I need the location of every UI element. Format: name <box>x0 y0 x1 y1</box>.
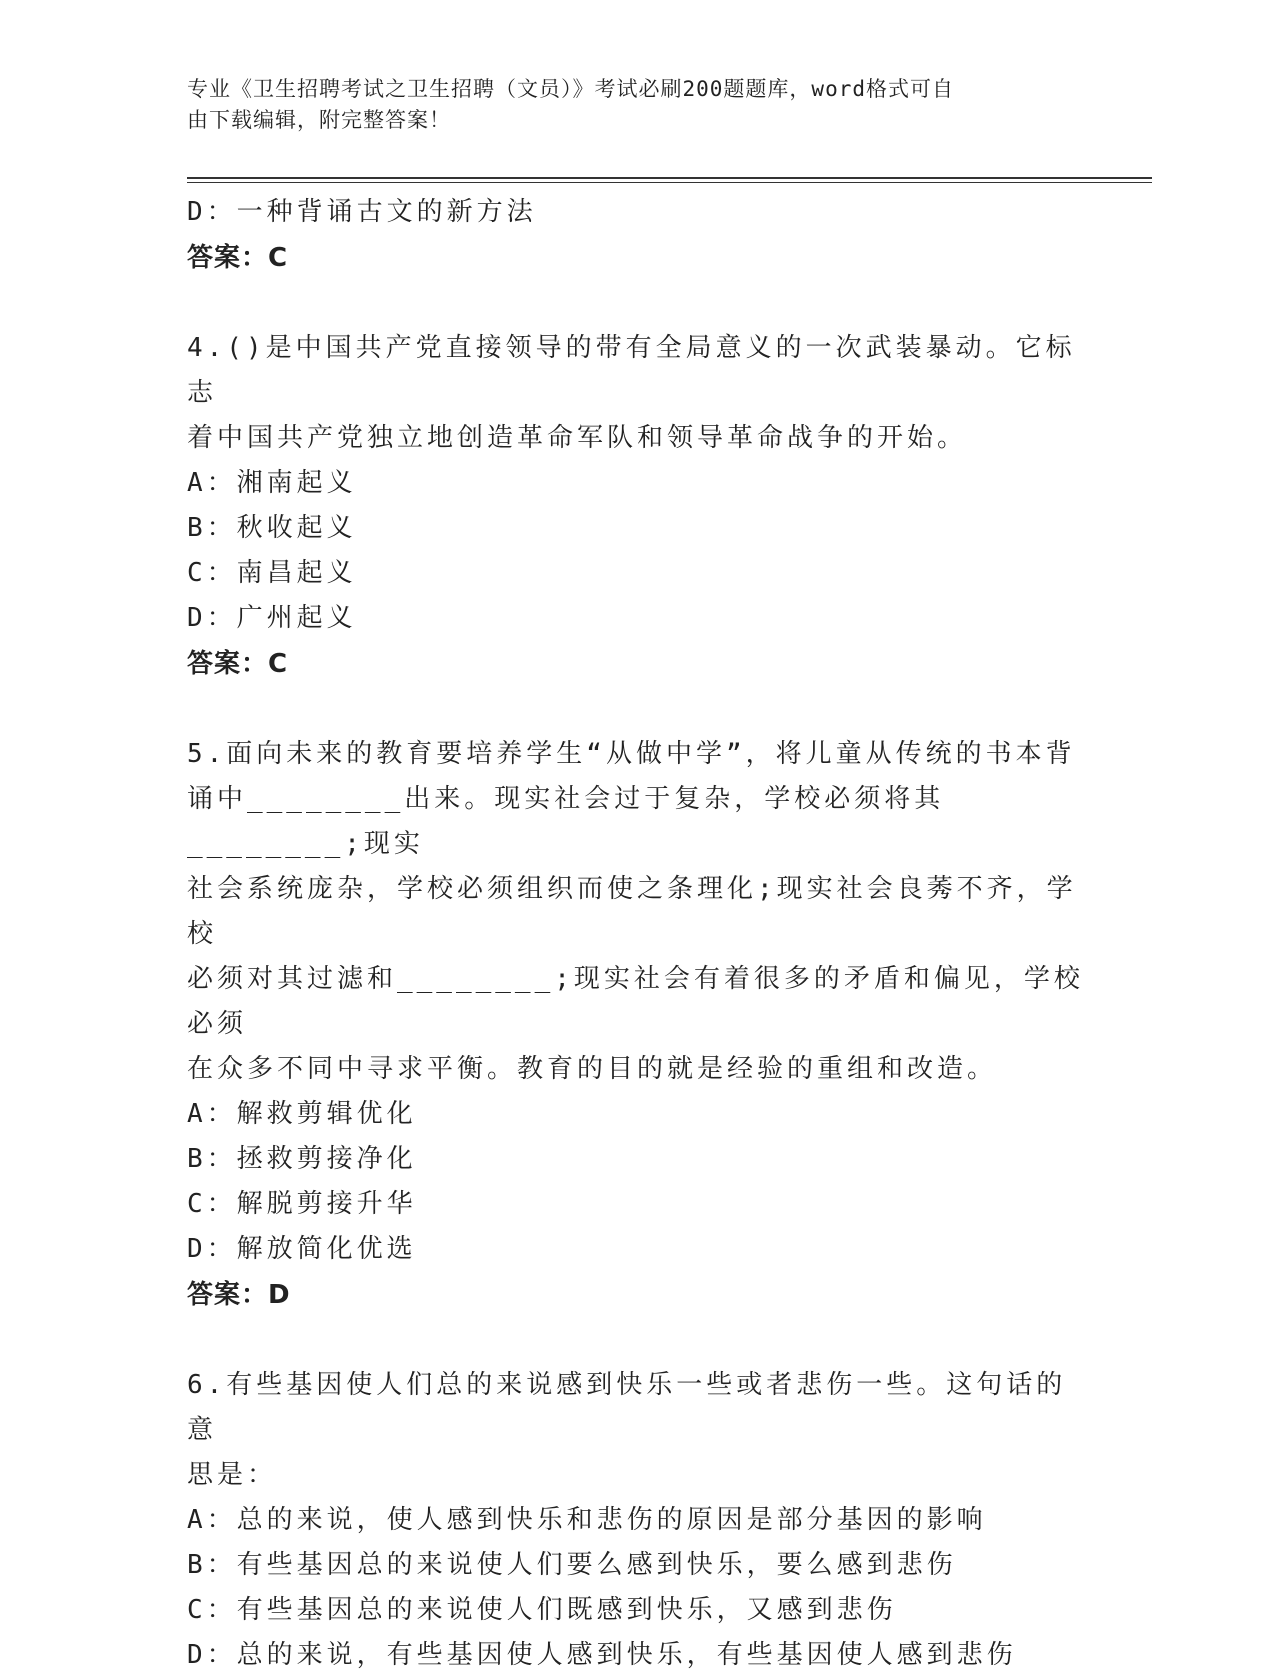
q5-stem-line-5: 在众多不同中寻求平衡。教育的目的就是经验的重组和改造。 <box>187 1054 998 1084</box>
question-6 <box>187 1363 1087 1678</box>
question-4 <box>187 326 1087 687</box>
q5-option-b: B：拯救剪接净化 <box>187 1144 417 1174</box>
q3-option-d: D：一种背诵古文的新方法 <box>187 197 537 227</box>
q6-stem-line-2: 思是： <box>187 1460 278 1490</box>
q3-answer: 答案：C <box>187 243 289 273</box>
q4-option-d: D：广州起义 <box>187 603 357 633</box>
header-divider-thin <box>187 182 1152 183</box>
q6-option-d: D：总的来说，有些基因使人感到快乐，有些基因使人感到悲伤 <box>187 1640 1017 1670</box>
q5-stem-line-3: 社会系统庞杂，学校必须组织而使之条理化;现实社会良莠不齐，学校 <box>187 874 1077 949</box>
q5-stem-line-1: 5.面向未来的教育要培养学生“从做中学”，将儿童从传统的书本背 <box>187 739 1076 769</box>
q4-stem-line-1: 4.()是中国共产党直接领导的带有全局意义的一次武装暴动。它标志 <box>187 333 1076 408</box>
q5-option-c: C：解脱剪接升华 <box>187 1189 417 1219</box>
q6-stem-line-1: 6.有些基因使人们总的来说感到快乐一些或者悲伤一些。这句话的意 <box>187 1370 1067 1445</box>
q4-stem-line-2: 着中国共产党独立地创造革命军队和领导革命战争的开始。 <box>187 423 968 453</box>
q5-option-d: D：解放简化优选 <box>187 1234 417 1264</box>
q5-stem-line-2: 诵中________出来。现实社会过于复杂，学校必须将其________;现实 <box>187 784 945 859</box>
q4-option-b: B：秋收起义 <box>187 513 357 543</box>
question-5 <box>187 732 1087 1318</box>
q4-answer: 答案：C <box>187 649 289 679</box>
q4-option-a: A：湘南起义 <box>187 468 357 498</box>
q6-option-c: C：有些基因总的来说使人们既感到快乐，又感到悲伤 <box>187 1595 897 1625</box>
q6-option-a: A：总的来说，使人感到快乐和悲伤的原因是部分基因的影响 <box>187 1505 987 1535</box>
q6-option-b: B：有些基因总的来说使人们要么感到快乐，要么感到悲伤 <box>187 1550 957 1580</box>
q5-option-a: A：解救剪辑优化 <box>187 1099 417 1129</box>
header-divider-thick <box>187 177 1152 179</box>
header-line-2: 由下载编辑，附完整答案！ <box>187 108 451 132</box>
q5-answer: 答案：D <box>187 1280 291 1310</box>
question-list <box>187 190 1087 1678</box>
document-header <box>187 74 1067 136</box>
q5-stem-line-4: 必须对其过滤和________;现实社会有着很多的矛盾和偏见，学校必须 <box>187 964 1084 1039</box>
header-line-1: 专业《卫生招聘考试之卫生招聘（文员）》考试必刷200题题库，word格式可自 <box>187 77 954 101</box>
q4-option-c: C：南昌起义 <box>187 558 357 588</box>
